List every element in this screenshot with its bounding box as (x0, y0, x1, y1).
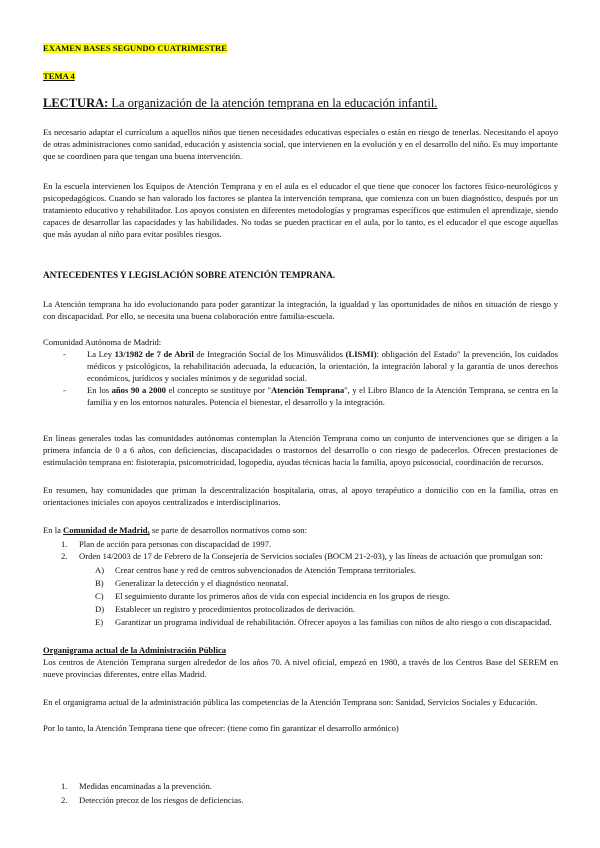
sub-list-item: E) Garantizar un programa individual de rehabilitación. Ofrecer apoyos a las familias con niños de alto riesgo o con discapacidad. (95, 617, 552, 627)
organigrama-paragraph-2: En el organigrama actual de la administración pública las competencias de la Atención Temprana son: Sanidad, Servicios Sociales y Educación. (43, 697, 538, 707)
list-item: 1. Plan de acción para personas con discapacidad de 1997. (61, 539, 272, 549)
list-item: 2. Detección precoz de los riesgos de deficiencias. (61, 795, 244, 805)
sub-list-item: A) Crear centros base y red de centros subvencionados de Atención Temprana territoriales. (95, 565, 416, 575)
exam-title: EXAMEN BASES SEGUNDO CUATRIMESTRE (43, 43, 227, 53)
antecedentes-paragraph-3: En resumen, hay comunidades que priman la descentralización hospitalaria, otras, al apoyo terapéutico a domicilio con en la familia, otras en orientaciones iniciales con apoyos centralizados e interdisciplinarios. (43, 485, 558, 507)
intro-paragraph-2: En la escuela intervienen los Equipos de Atención Temprana y en el aula es el educador el que tiene que conocer los factores físico-neurológicos y psicopedagógicos. Cuando se han valorado los factores se plantea la intervención temprana, que comienza con un buen diagnóstico, después por un tratamiento educativo y rehabilitador. Los apoyos consisten en diferentes metodologías y programas específicos que estimulen el aprendizaje, siendo capaces de desarrollar las capacidades y las habilidades. No todas se pueden practicar en el aula, por lo tanto, es el educador el que escoge aquellas que más ayudan al niño para evitar posibles riesgos. (43, 181, 558, 239)
bullet-atencion-temprana: - En los años 90 a 2000 el concepto se sustituye por "Atención Temprana", y el Libro Blanco de la Atención Temprana, se centra en la familia y en los entornos naturales. Potencia el bienestar, el desarrollo y la integración. (63, 385, 558, 407)
sub-list-item: C) El seguimiento durante los primeros años de vida con especial incidencia en los grupos de riesgo. (95, 591, 451, 601)
list-item: 2. Orden 14/2003 de 17 de Febrero de la Consejería de Servicios sociales (BOCM 21-2-03), y las líneas de actuación que promulgan son: (61, 551, 543, 561)
sub-list-item: B) Generalizar la detección y el diagnóstico neonatal. (95, 578, 289, 588)
lectura-heading: LECTURA: La organización de la atención temprana en la educación infantil. (43, 96, 438, 110)
cam-label: Comunidad Autónoma de Madrid: (43, 337, 162, 347)
organigrama-paragraph-1: Los centros de Atención Temprana surgen alrededor de los años 70. A nivel oficial, empezó en 1980, a través de los Centros Base del SEREM en nueve provincias diferentes, entre ellas Madrid. (43, 657, 558, 679)
antecedentes-paragraph-1: La Atención temprana ha ido evolucionando para poder garantizar la integración, la igualdad y las oportunidades de niños en situación de riesgo y con discapacidad. Por ello, se necesita una buena colaboración entre familia-escuela. (43, 299, 558, 321)
intro-paragraph-1: Es necesario adaptar el currículum a aquellos niños que tienen necesidades educativas especiales o están en riesgo de tenerlas. Necesitando el apoyo de otras administraciones como sanidad, educación y asistencia social, que intervienen en la evolución y en el desarrollo del niño. Es muy importante que se coordinen para que tengan una buena intervención. (43, 127, 558, 161)
list-item: 1. Medidas encaminadas a la prevención. (61, 781, 212, 791)
bullet-lismi: - La Ley 13/1982 de 7 de Abril de Integración Social de los Minusválidos (LISMI): obligación del Estado" la prevención, los cuidados médicos y psicológicos, la rehabilitación adecuada, la educación, la orientación, la integración laboral y la garantía de unos derechos económicos, jurídicos y sociales mínimos y de seguridad social. (63, 349, 558, 383)
antecedentes-heading: ANTECEDENTES Y LEGISLACIÓN SOBRE ATENCIÓN TEMPRANA. (43, 270, 336, 280)
madrid-intro: En la Comunidad de Madrid, se parte de desarrollos normativos como son: (43, 525, 307, 535)
organigrama-heading: Organigrama actual de la Administración Pública (43, 645, 227, 655)
tema-label: TEMA 4 (43, 71, 75, 81)
antecedentes-paragraph-2: En líneas generales todas las comunidades autónomas contemplan la Atención Temprana como un conjunto de intervenciones que se dirigen a la primera infancia de 0 a 6 años, con deficiencias, discapacidades o trastornos del desarrollo o con riesgo de padecerlos. Ofrecen prestaciones de estimulación temprana en: fisioterapia, psicomotricidad, logopedia, ayudas técnicas hacia la familia, apoyo psicosocial, coordinación de recursos. (43, 433, 558, 467)
organigrama-list (43, 780, 558, 806)
cam-bullets (43, 348, 558, 408)
organigrama-paragraph-3: Por lo tanto, la Atención Temprana tiene que ofrecer: (tiene como fin garantizar el desarrollo armónico) (43, 723, 399, 733)
madrid-list (43, 538, 558, 628)
sub-list-item: D) Establecer un registro y procedimientos protocolizados de derivación. (95, 604, 356, 614)
